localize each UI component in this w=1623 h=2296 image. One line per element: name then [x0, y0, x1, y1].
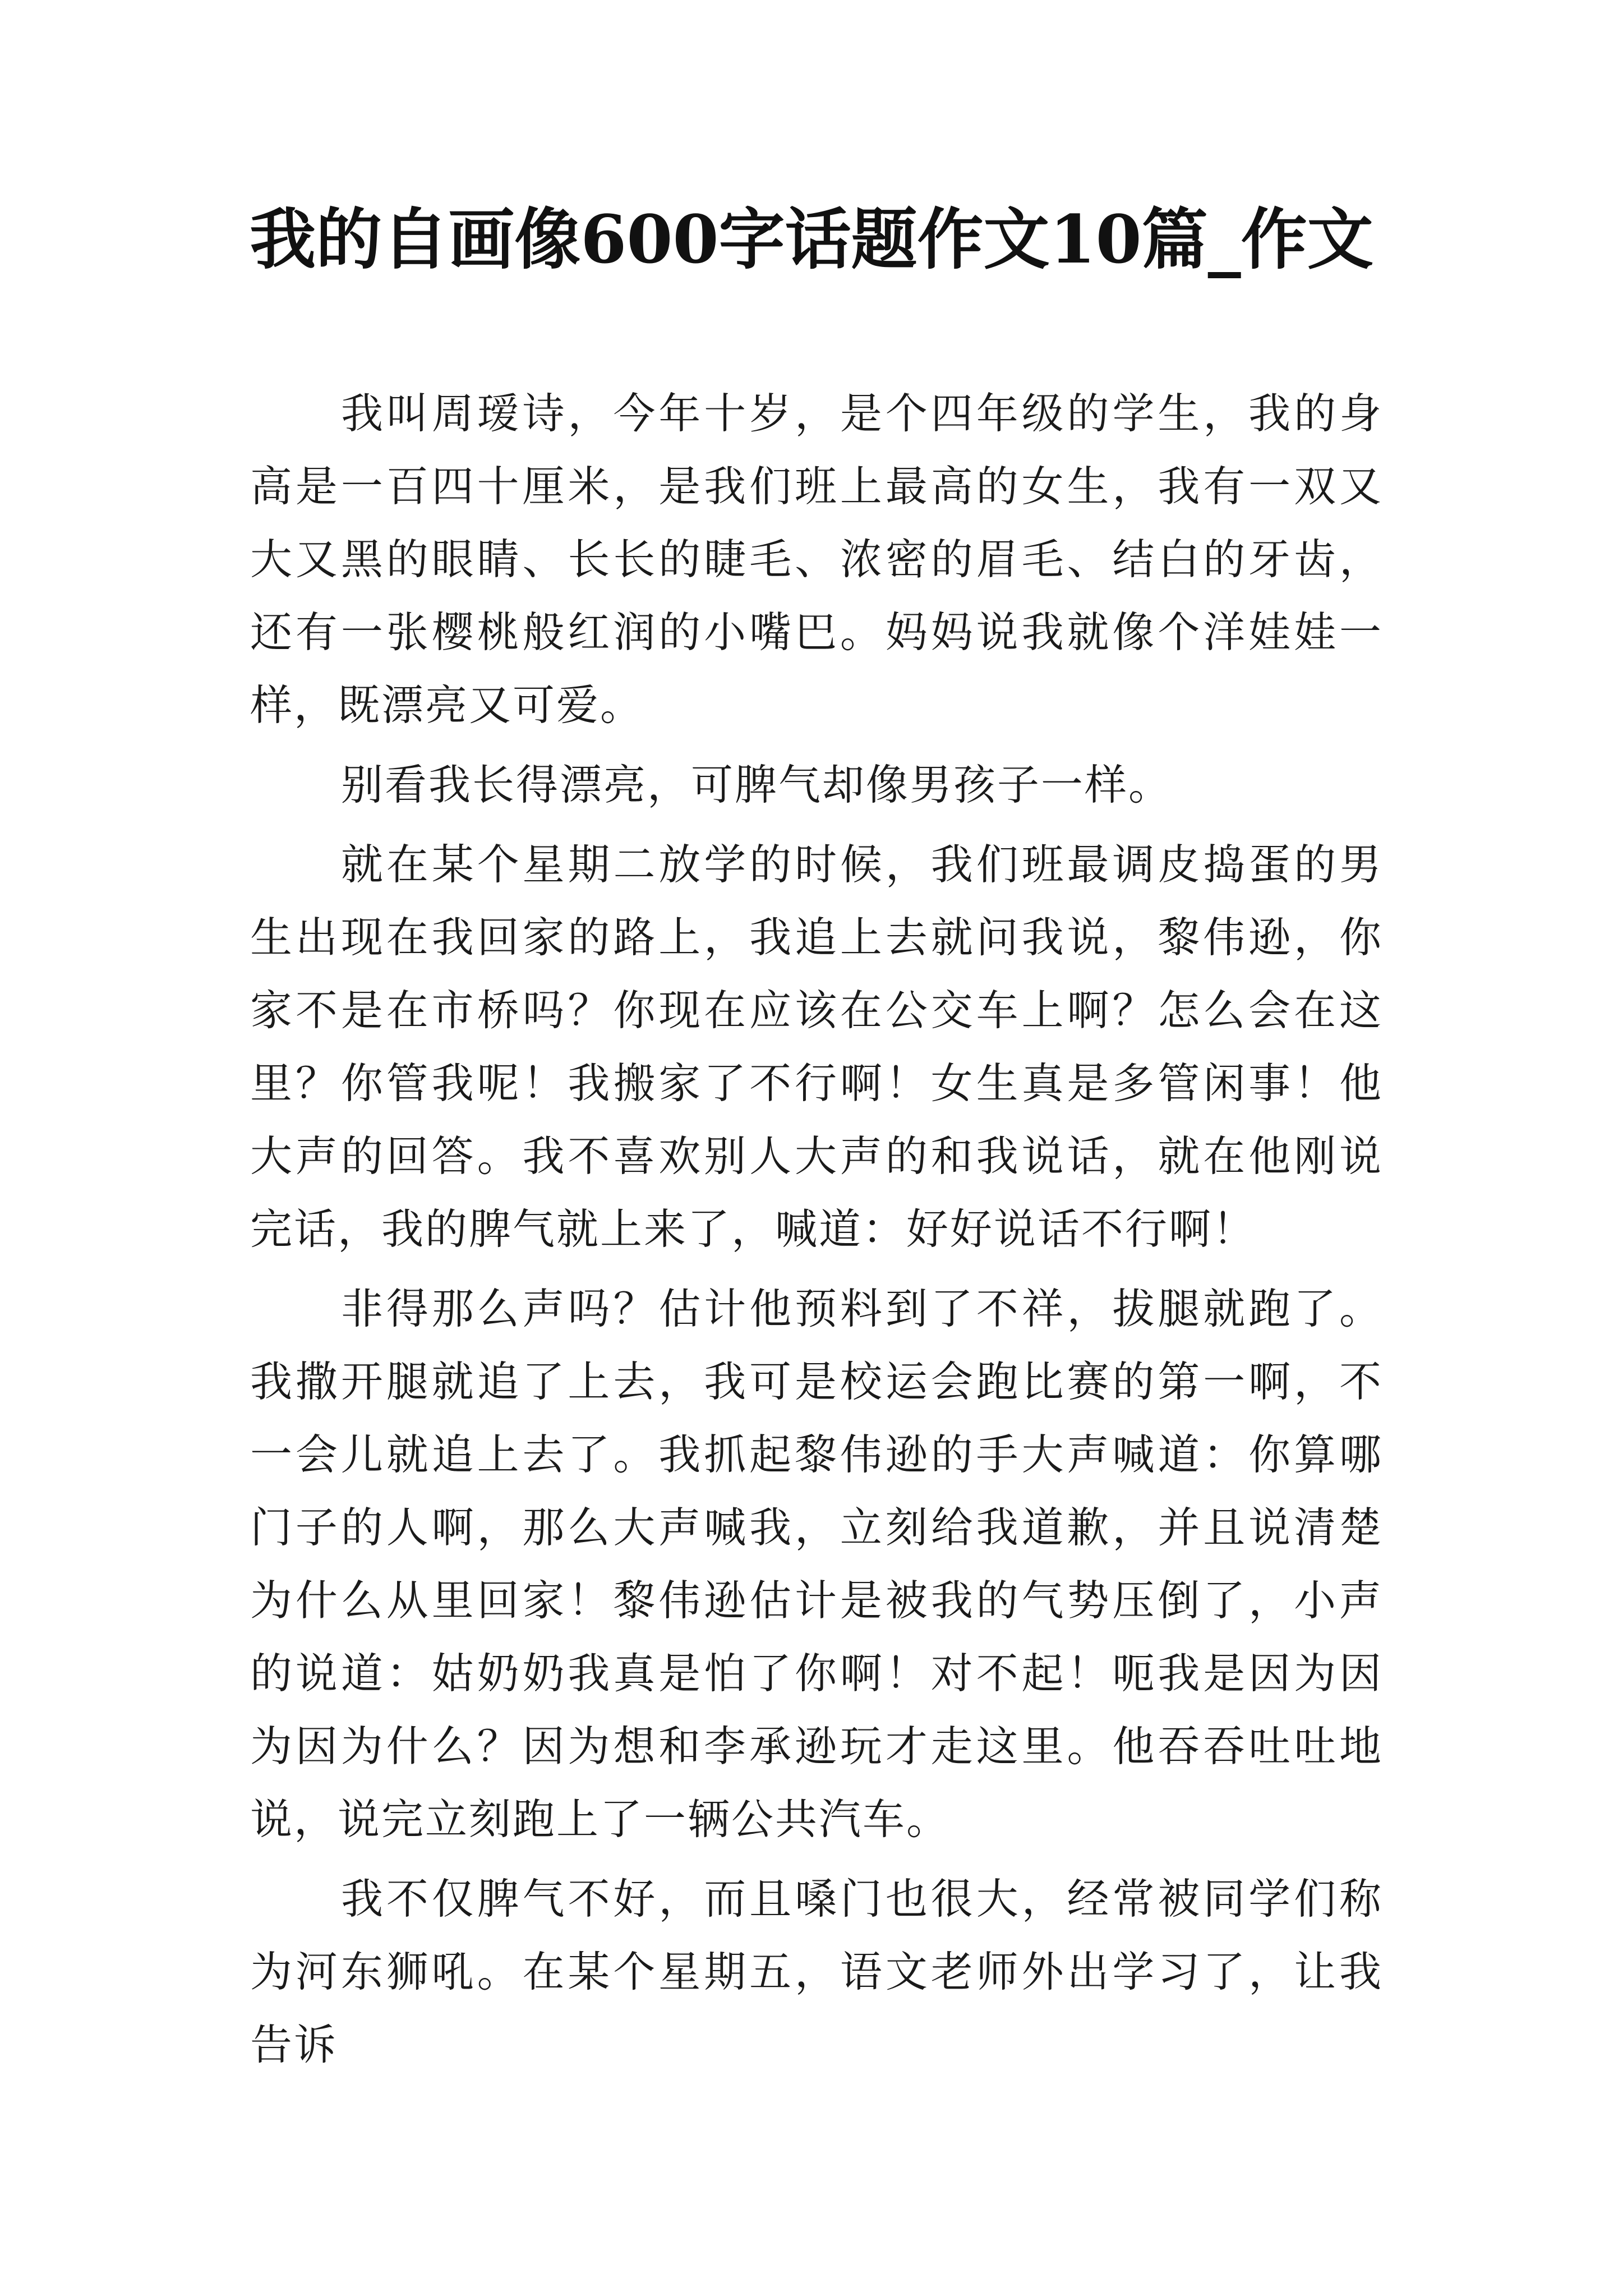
paragraph: 我不仅脾气不好，而且嗓门也很大，经常被同学们称为河东狮吼。在某个星期五，语文老师外出学习了，让我告诉	[250, 1874, 1383, 2069]
paragraph: 别看我长得漂亮，可脾气却像男孩子一样。	[341, 760, 1173, 809]
paragraph: 我叫周瑷诗，今年十岁，是个四年级的学生，我的身高是一百四十厘米，是我们班上最高的女生，我有一双又大又黑的眼睛、长长的睫毛、浓密的眉毛、结白的牙齿，还有一张樱桃般红润的小嘴巴。妈妈说我就像个洋娃娃一样，既漂亮又可爱。	[250, 389, 1383, 730]
paragraph: 非得那么声吗？估计他预料到了不祥，拔腿就跑了。我撒开腿就追了上去，我可是校运会跑比赛的第一啊，不一会儿就追上去了。我抓起黎伟逊的手大声喊道：你算哪门子的人啊，那么大声喊我，立刻给我道歉，并且说清楚为什么从里回家！黎伟逊估计是被我的气势压倒了，小声的说道：姑奶奶我真是怕了你啊！对不起！呃我是因为因为因为什么？因为想和李承逊玩才走这里。他吞吞吐吐地说，说完立刻跑上了一辆公共汽车。	[250, 1284, 1383, 1844]
document-body	[250, 377, 1383, 2088]
document-title: 我的自画像600字话题作文10篇_作文	[250, 200, 1373, 278]
paragraph: 就在某个星期二放学的时候，我们班最调皮捣蛋的男生出现在我回家的路上，我追上去就问我说，黎伟逊，你家不是在市桥吗？你现在应该在公交车上啊？怎么会在这里？你管我呢！我搬家了不行啊！女生真是多管闲事！他大声的回答。我不喜欢别人大声的和我说话，就在他刚说完话，我的脾气就上来了，喊道：好好说话不行啊！	[250, 840, 1383, 1254]
